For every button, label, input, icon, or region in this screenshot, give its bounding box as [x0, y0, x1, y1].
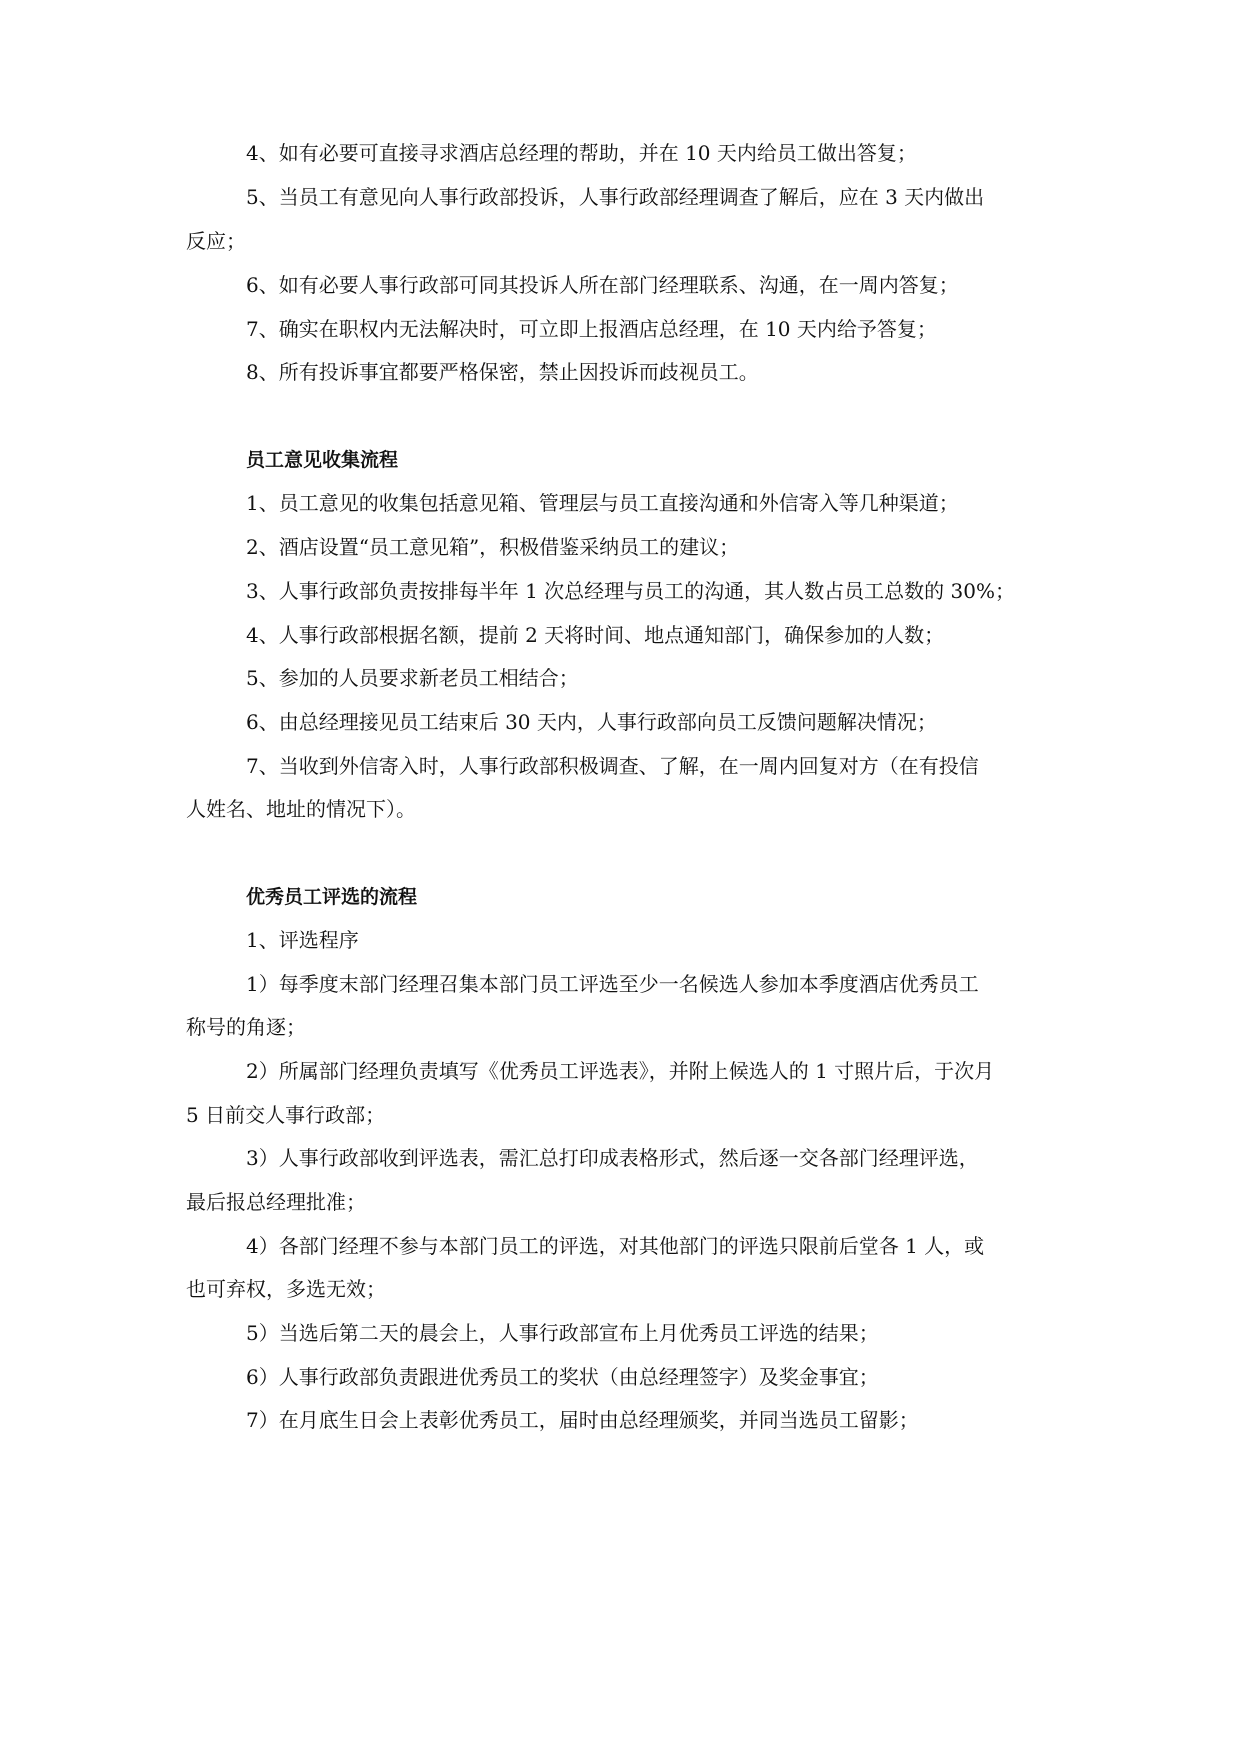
award-heading: 优秀员工评选的流程: [246, 886, 418, 908]
complaint-item-5-continuation: 反应；: [186, 229, 246, 253]
feedback-item-1: 1、员工意见的收集包括意见箱、管理层与员工直接沟通和外信寄入等几种渠道；: [246, 491, 959, 515]
complaint-item-8: 8、所有投诉事宜都要严格保密，禁止因投诉而歧视员工。: [246, 360, 759, 384]
award-item-2: 2）所属部门经理负责填写《优秀员工评选表》，并附上候选人的 1 寸照片后，于次月: [246, 1059, 995, 1083]
complaint-item-6: 6、如有必要人事行政部可同其投诉人所在部门经理联系、沟通，在一周内答复；: [246, 273, 959, 297]
complaint-item-5: 5、当员工有意见向人事行政部投诉，人事行政部经理调查了解后，应在 3 天内做出: [246, 185, 985, 209]
feedback-item-5: 5、参加的人员要求新老员工相结合；: [246, 666, 579, 690]
feedback-heading: 员工意见收集流程: [246, 449, 399, 471]
complaint-item-7: 7、确实在职权内无法解决时，可立即上报酒店总经理，在 10 天内给予答复；: [246, 317, 937, 341]
award-item-3-continuation: 最后报总经理批准；: [186, 1190, 366, 1214]
complaint-item-4: 4、如有必要可直接寻求酒店总经理的帮助，并在 10 天内给员工做出答复；: [246, 141, 917, 165]
feedback-item-6: 6、由总经理接见员工结束后 30 天内，人事行政部向员工反馈问题解决情况；: [246, 710, 937, 734]
award-item-1: 1）每季度末部门经理召集本部门员工评选至少一名候选人参加本季度酒店优秀员工: [246, 972, 979, 996]
award-item-7: 7）在月底生日会上表彰优秀员工，届时由总经理颁奖，并同当选员工留影；: [246, 1408, 919, 1432]
award-item-2-continuation: 5 日前交人事行政部；: [186, 1103, 386, 1127]
award-item-5: 5）当选后第二天的晨会上，人事行政部宣布上月优秀员工评选的结果；: [246, 1321, 879, 1345]
feedback-item-4: 4、人事行政部根据名额，提前 2 天将时间、地点通知部门，确保参加的人数；: [246, 623, 945, 647]
feedback-item-7: 7、当收到外信寄入时，人事行政部积极调查、了解，在一周内回复对方（在有投信: [246, 754, 979, 778]
award-item-6: 6）人事行政部负责跟进优秀员工的奖状（由总经理签字）及奖金事宜；: [246, 1365, 879, 1389]
award-item-4-continuation: 也可弃权，多选无效；: [186, 1277, 386, 1301]
feedback-item-2: 2、酒店设置“员工意见箱”，积极借鉴采纳员工的建议；: [246, 535, 740, 559]
feedback-item-3: 3、人事行政部负责按排每半年 1 次总经理与员工的沟通，其人数占员工总数的 30%；: [246, 579, 1015, 603]
feedback-item-7-continuation: 人姓名、地址的情况下）。: [186, 797, 416, 821]
award-item-1-continuation: 称号的角逐；: [186, 1015, 306, 1039]
award-subheading: 1、评选程序: [246, 928, 359, 952]
award-item-4: 4）各部门经理不参与本部门员工的评选，对其他部门的评选只限前后堂各 1 人，或: [246, 1234, 985, 1258]
award-item-3: 3）人事行政部收到评选表，需汇总打印成表格形式，然后逐一交各部门经理评选，: [246, 1146, 979, 1170]
